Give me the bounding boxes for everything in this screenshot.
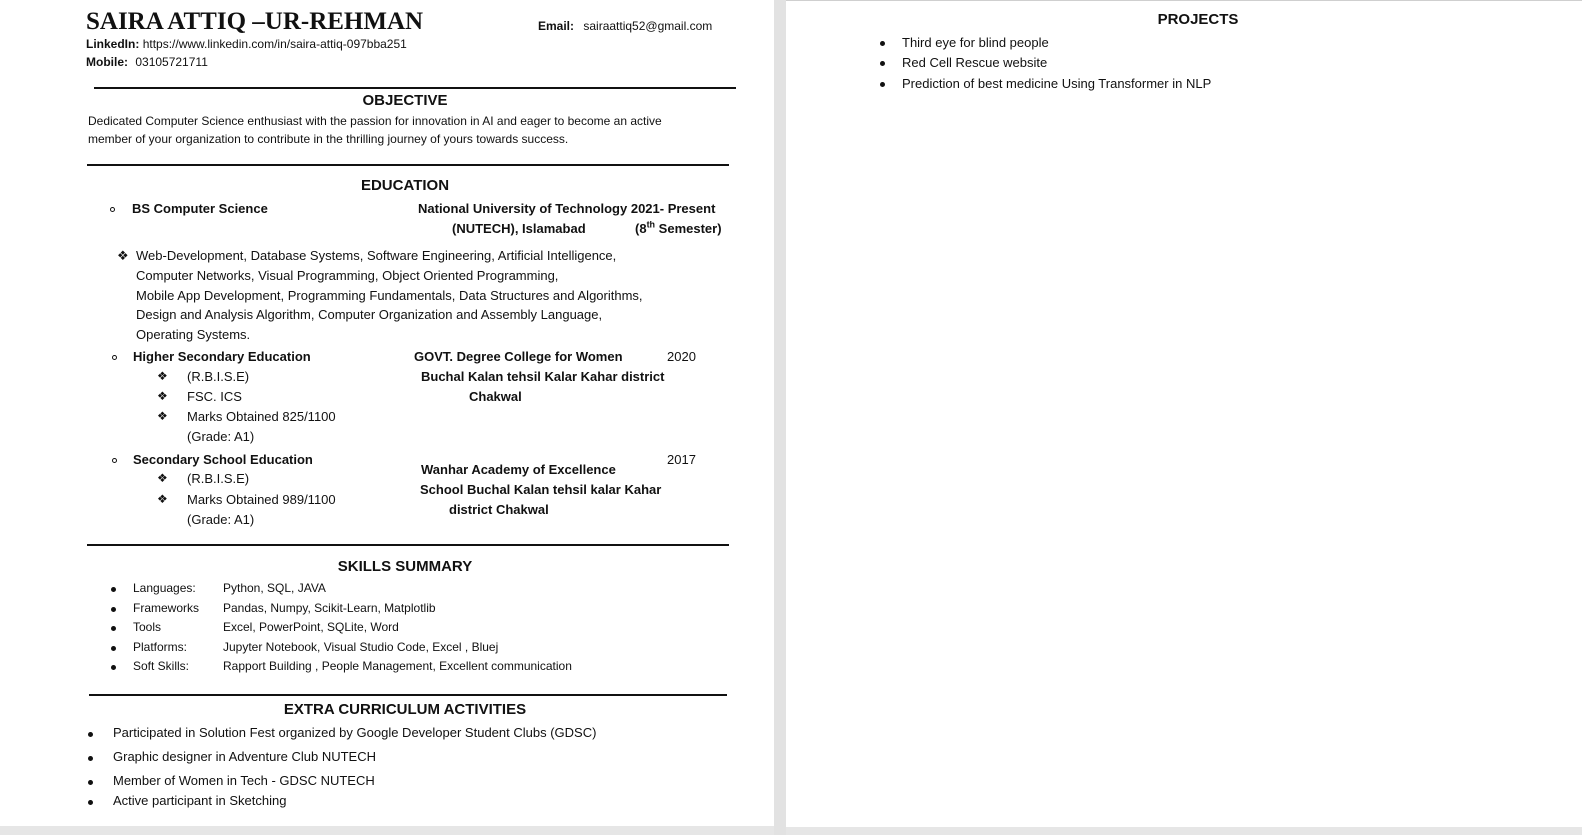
extra-item: Graphic designer in Adventure Club NUTECH: [113, 749, 377, 764]
bullet-icon: [880, 41, 885, 46]
objective-divider: [87, 164, 729, 166]
objective-heading: OBJECTIVE: [362, 92, 448, 109]
resume-page-1: [0, 0, 774, 826]
extra-item: Member of Women in Tech - GDSC NUTECH: [113, 773, 375, 788]
sse-year: 2017: [667, 452, 696, 467]
project-item: Red Cell Rescue website: [902, 55, 1048, 70]
project-item: Prediction of best medicine Using Transformer in NLP: [902, 76, 1212, 91]
hollow-bullet-icon: [112, 355, 117, 360]
bullet-icon: [880, 61, 885, 66]
hse-year: 2020: [667, 349, 696, 364]
bullet-icon: [111, 646, 116, 651]
education-divider: [87, 544, 729, 546]
mobile-line: [86, 55, 208, 69]
skill-label: Platforms:: [133, 640, 188, 654]
skill-value: Jupyter Notebook, Visual Studio Code, Excel , Bluej: [223, 640, 499, 654]
bs-courses-line-5: Operating Systems.: [136, 327, 251, 342]
diamond-bullet-icon: ❖: [157, 369, 168, 383]
sse-school-line-2: School Buchal Kalan tehsil kalar Kahar: [420, 482, 662, 497]
skill-label: Languages:: [133, 581, 196, 595]
candidate-name: SAIRA ATTIQ –UR-REHMAN: [86, 8, 424, 35]
bs-courses-line-2: Computer Networks, Visual Programming, Object Oriented Programming,: [136, 268, 559, 283]
email-label: Email:: [538, 19, 575, 33]
hse-title: Higher Secondary Education: [133, 349, 311, 364]
bullet-icon: [88, 780, 93, 785]
hse-address-line-2: Chakwal: [469, 389, 522, 404]
bs-institution-line-1: National University of Technology 2021- Present: [418, 201, 716, 216]
bs-institution-line-2: (NUTECH), Islamabad: [452, 221, 586, 236]
extra-item: Active participant in Sketching: [113, 793, 287, 808]
hse-item-marks: Marks Obtained 825/1100: [187, 409, 336, 424]
bullet-icon: [111, 665, 116, 670]
skills-divider: [89, 694, 727, 696]
email-line: [538, 19, 712, 33]
objective-line-1: Dedicated Computer Science enthusiast with the passion for innovation in AI and eager to become an active: [88, 114, 662, 128]
bullet-icon: [88, 756, 93, 761]
semester-open: (8: [635, 221, 647, 236]
resume-page-2: [786, 0, 1582, 827]
objective-line-2: member of your organization to contribute in the thrilling journey of yours towards success.: [88, 132, 569, 146]
diamond-bullet-icon: ❖: [157, 409, 168, 423]
bullet-icon: [111, 587, 116, 592]
hse-college: GOVT. Degree College for Women: [414, 349, 623, 364]
bs-degree: BS Computer Science: [132, 201, 268, 216]
hse-item-board: (R.B.I.S.E): [187, 369, 250, 384]
hollow-bullet-icon: [112, 458, 117, 463]
skill-label: Frameworks: [133, 601, 200, 615]
hse-address-line-1: Buchal Kalan tehsil Kalar Kahar district: [421, 369, 665, 384]
diamond-bullet-icon: ❖: [157, 389, 168, 403]
diamond-bullet-icon: ❖: [157, 471, 168, 485]
diamond-bullet-icon: ❖: [117, 248, 129, 263]
semester-close: Semester): [655, 221, 722, 236]
bullet-icon: [111, 607, 116, 612]
semester-sup: th: [646, 219, 656, 230]
sse-school-line-1: Wanhar Academy of Excellence: [421, 462, 616, 477]
sse-item-board: (R.B.I.S.E): [187, 471, 250, 486]
skill-value: Rapport Building , People Management, Excellent communication: [223, 659, 572, 673]
linkedin-value[interactable]: https://www.linkedin.com/in/saira-attiq-097bba251: [142, 37, 407, 51]
extra-heading: EXTRA CURRICULUM ACTIVITIES: [283, 701, 527, 718]
bs-courses-line-3: Mobile App Development, Programming Fundamentals, Data Structures and Algorithms,: [136, 288, 643, 303]
skill-value: Python, SQL, JAVA: [223, 581, 326, 595]
sse-grade: (Grade: A1): [187, 512, 255, 527]
hse-grade: (Grade: A1): [187, 429, 255, 444]
education-heading: EDUCATION: [360, 177, 450, 194]
skill-label: Tools: [133, 620, 162, 634]
linkedin-line: [86, 37, 407, 51]
hse-item-program: FSC. ICS: [187, 389, 242, 404]
hollow-bullet-icon: [110, 207, 115, 212]
mobile-label: Mobile:: [86, 55, 128, 69]
bullet-icon: [111, 626, 116, 631]
projects-heading: PROJECTS: [1157, 11, 1239, 28]
bs-courses-line-4: Design and Analysis Algorithm, Computer Organization and Assembly Language,: [136, 307, 603, 322]
skills-heading: SKILLS SUMMARY: [337, 558, 473, 575]
sse-school-line-3: district Chakwal: [449, 502, 549, 517]
skill-value: Pandas, Numpy, Scikit-Learn, Matplotlib: [223, 601, 436, 615]
email-value[interactable]: sairaattiq52@gmail.com: [583, 19, 713, 33]
skill-value: Excel, PowerPoint, SQLite, Word: [223, 620, 399, 634]
extra-item: Participated in Solution Fest organized by Google Developer Student Clubs (GDSC): [113, 725, 597, 740]
mobile-value: 03105721711: [135, 55, 208, 69]
bullet-icon: [880, 82, 885, 87]
bullet-icon: [88, 800, 93, 805]
sse-item-marks: Marks Obtained 989/1100: [187, 492, 336, 507]
header-divider: [94, 87, 736, 89]
bs-courses-line-1: Web-Development, Database Systems, Software Engineering, Artificial Intelligence,: [136, 248, 617, 263]
sse-title: Secondary School Education: [133, 452, 313, 467]
page-gap: [774, 0, 786, 835]
linkedin-label: LinkedIn:: [86, 37, 140, 51]
skill-label: Soft Skills:: [133, 659, 190, 673]
bullet-icon: [88, 732, 93, 737]
project-item: Third eye for blind people: [902, 35, 1049, 50]
diamond-bullet-icon: ❖: [157, 492, 168, 506]
bs-semester: [635, 221, 722, 236]
